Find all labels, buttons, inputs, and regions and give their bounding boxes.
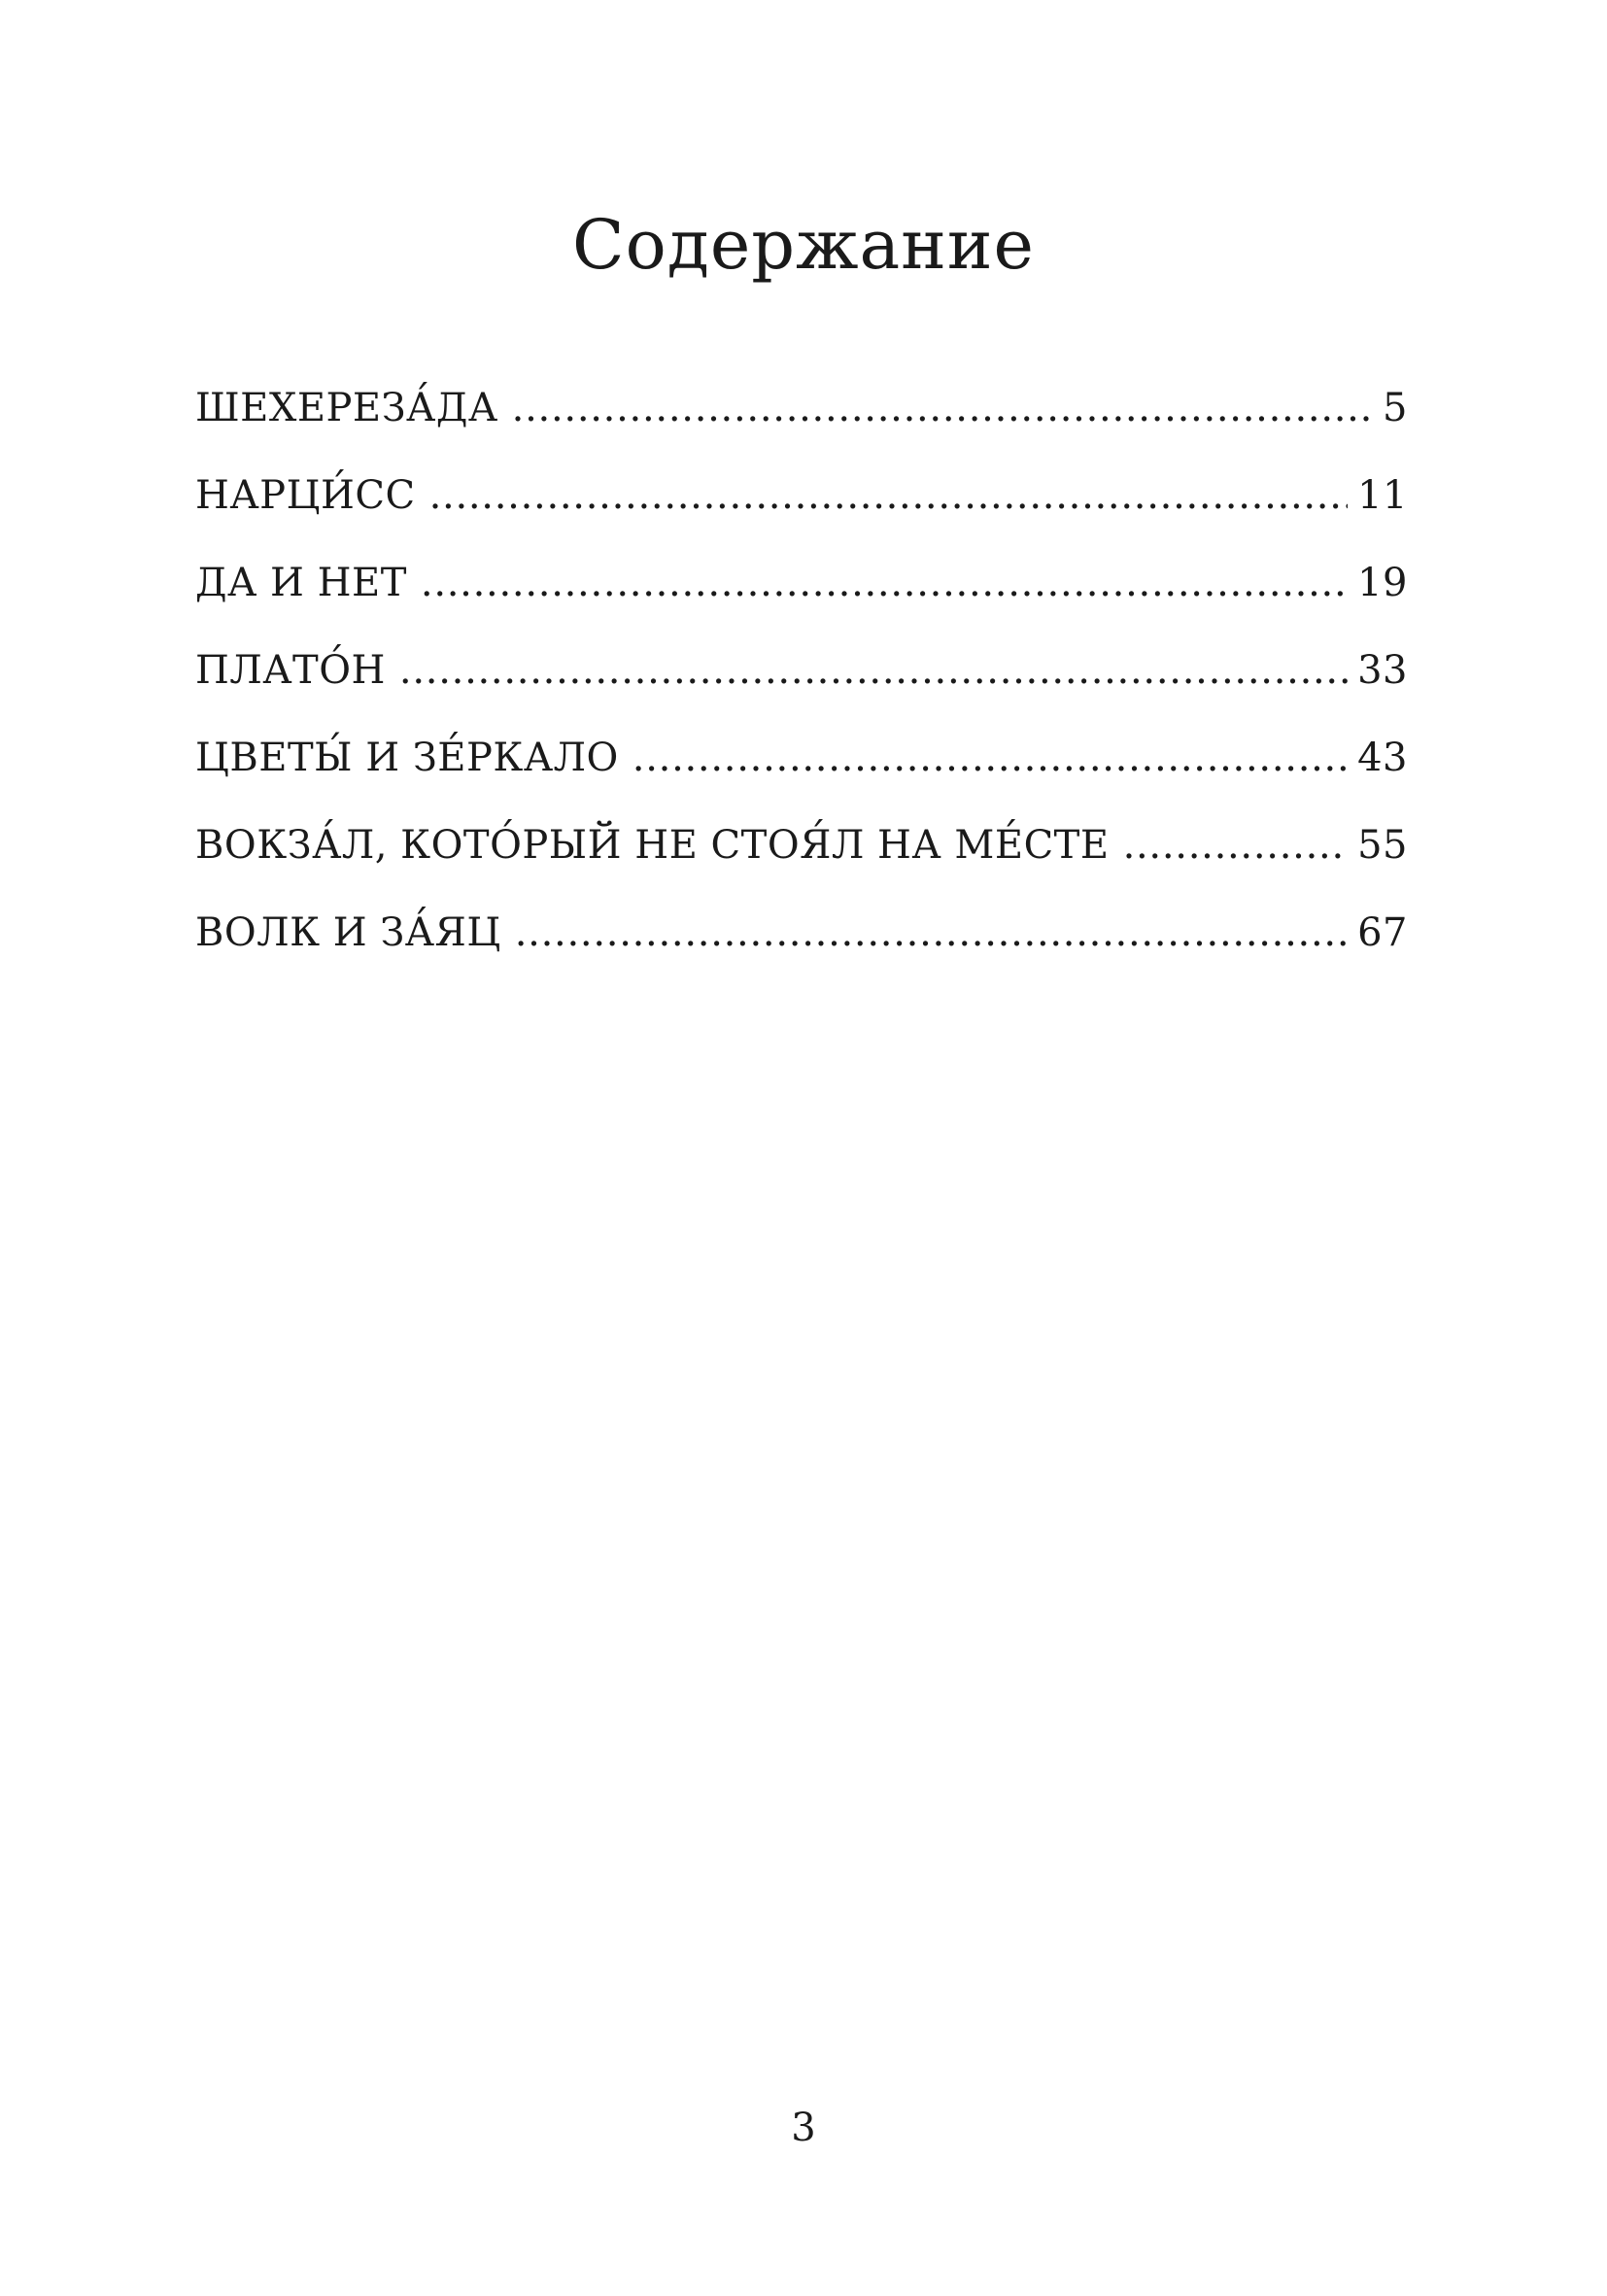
toc-entry-title: ЦВЕТЫ́ И ЗЕ́РКАЛО <box>195 736 619 780</box>
toc-dot-leader <box>633 729 1348 787</box>
toc-entry[interactable] <box>195 379 1408 466</box>
toc-entry-page: 5 <box>1383 386 1408 430</box>
toc-dot-leader <box>429 466 1349 525</box>
toc-entry[interactable] <box>195 816 1408 904</box>
toc-entry-page: 43 <box>1357 736 1408 780</box>
toc-entry-title: ДА И НЕТ <box>195 561 407 605</box>
toc-entry[interactable] <box>195 904 1408 991</box>
toc-dot-leader <box>1123 816 1349 874</box>
page-number: 3 <box>791 2106 816 2150</box>
toc-entry[interactable] <box>195 554 1408 641</box>
toc-entry-page: 67 <box>1357 910 1408 955</box>
toc-dot-leader <box>399 641 1348 700</box>
toc-entry-page: 55 <box>1357 823 1408 868</box>
toc-entry-page: 11 <box>1357 473 1408 518</box>
toc-dot-leader <box>515 904 1348 962</box>
page-title: Содержание <box>572 205 1035 285</box>
toc-entry-title: ВОКЗА́Л, КОТО́РЫЙ НЕ СТОЯ́Л НА МЕ́СТЕ <box>195 823 1110 868</box>
toc-entry[interactable] <box>195 729 1408 816</box>
toc-entry-title: ВОЛК И ЗА́ЯЦ <box>195 910 501 955</box>
toc-entry-title: ШЕХЕРЕЗА́ДА <box>195 386 498 430</box>
table-of-contents <box>195 379 1408 991</box>
toc-entry-title: ПЛАТО́Н <box>195 648 386 693</box>
toc-entry-title: НАРЦИ́СС <box>195 473 416 518</box>
toc-entry-page: 19 <box>1357 561 1408 605</box>
toc-dot-leader <box>421 554 1348 612</box>
toc-entry-page: 33 <box>1357 648 1408 693</box>
toc-dot-leader <box>512 379 1373 437</box>
toc-entry[interactable] <box>195 466 1408 554</box>
toc-entry[interactable] <box>195 641 1408 729</box>
